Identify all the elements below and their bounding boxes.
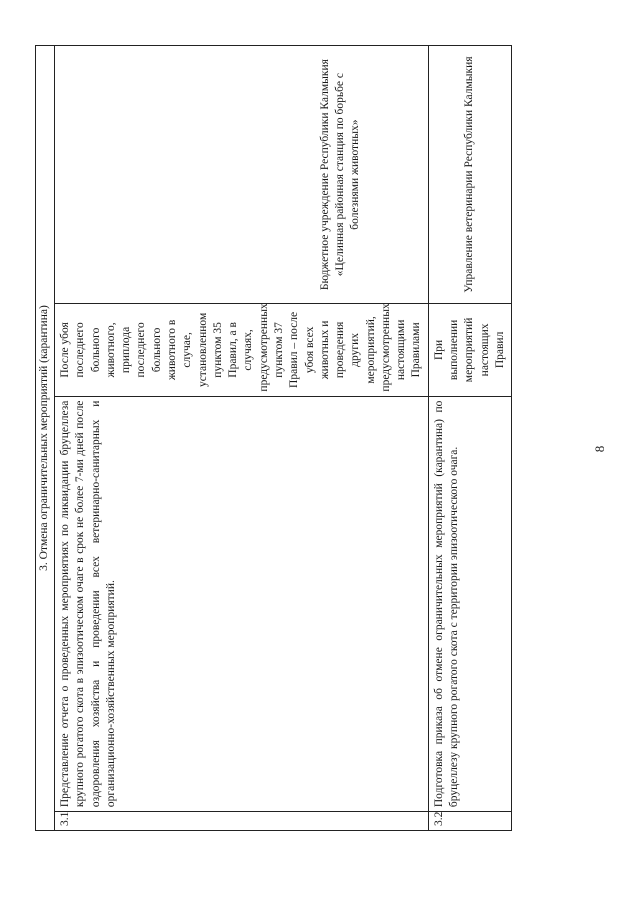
- table-row: [428, 46, 511, 831]
- row-term: При выполнении мероприятий настоящих Правил: [428, 304, 511, 396]
- measures-table: [35, 45, 512, 831]
- section-title: 3. Отмена ограничительных мероприятий (карантина): [36, 46, 55, 831]
- section-header-row: [36, 46, 55, 831]
- table-row: [55, 46, 429, 831]
- page-number: 8: [592, 445, 607, 453]
- row-number: 3.1: [55, 812, 429, 831]
- row-number: 3.2: [428, 812, 511, 831]
- row-action: Представление отчета о проведенных мероприятиях по ликвидации бруцеллеза крупного рогатого скота в эпизоотическом очаге в срок не более 7-ми дней после оздоровления хозяйства и проведении всех ветеринарно-санитарных и организационно-хозяйственных мероприятий.: [55, 396, 429, 812]
- row-responsible: Управление ветеринарии Республики Калмыкия: [428, 46, 511, 304]
- row-action: Подготовка приказа об отмене ограничительных мероприятий (карантина) по бруцеллезу крупного рогатого скота с территории эпизоотического очага.: [428, 396, 511, 812]
- row-term: После убоя последнего больного животного, приплода последнего больного животного в случае, установленном пунктом 35 Правил, а в случаях, предусмотренных пунктом 37 Правил – после убоя всех животных и проведения других мероприятий, предусмотренных настоящими Правилами: [55, 304, 429, 396]
- row-responsible: Бюджетное учреждение Республики Калмыкия «Целинная районная станция по борьбе с болезнями животных»: [55, 46, 429, 304]
- rotated-table-container: [35, 45, 511, 831]
